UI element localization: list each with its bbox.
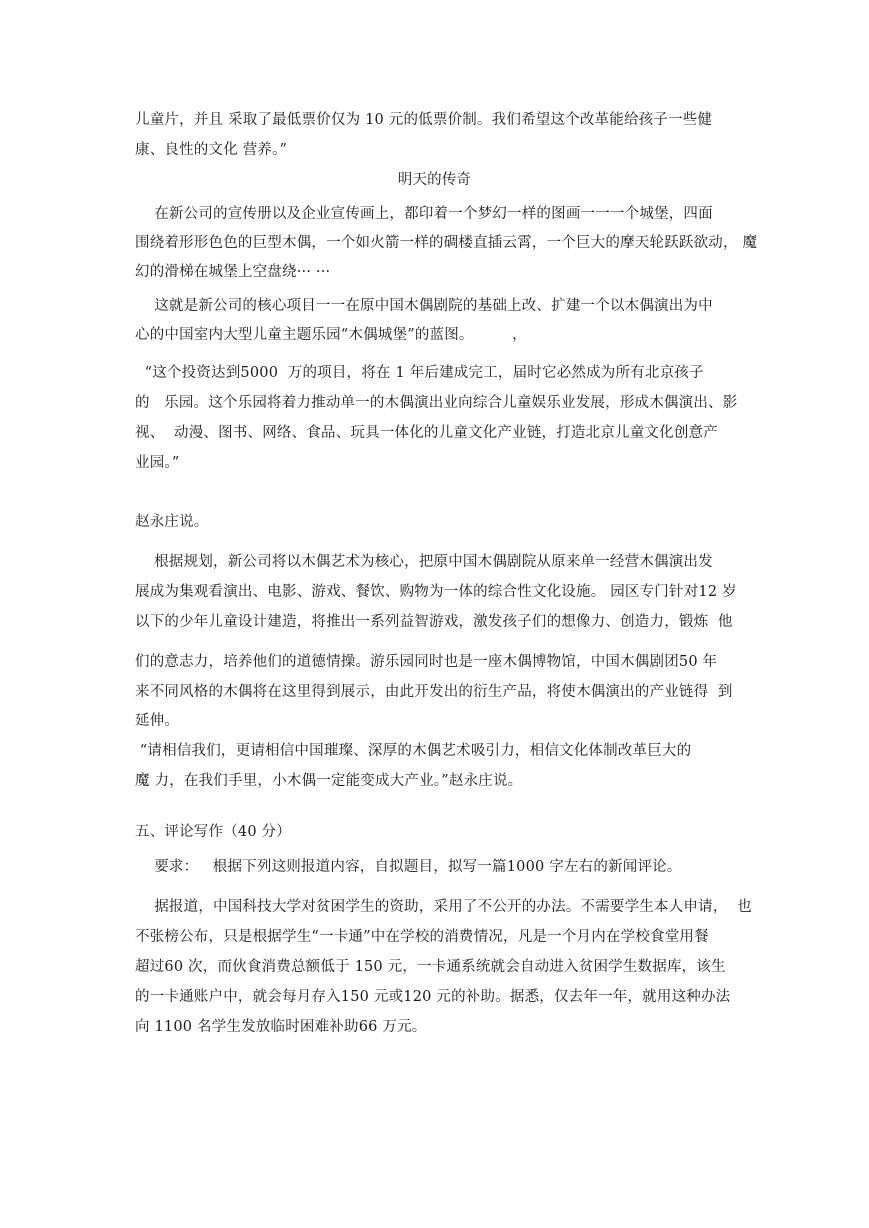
text-line: 围绕着形形色色的巨型木偶，一个如火箭一样的碉楼直插云霄，一个巨大的摩天轮跃跃欲动， 魔: [135, 235, 758, 251]
text-line: 来不同风格的木偶将在这里得到展示，由此开发出的衍生产品，将使木偶演出的产业链得 到: [135, 684, 733, 700]
text-line: 们的意志力，培养他们的道德情操。游乐园同时也是一座木偶博物馆，中国木偶剧团50 年: [135, 654, 718, 670]
text-line: “这个投资达到5000 万的项目，将在 1 年后建成完工，届时它必然成为所有北京孩子: [135, 365, 704, 381]
text-line: 魔 力，在我们手里，小木偶一定能变成大产业。”赵永庄说。: [135, 773, 523, 789]
text-line: 在新公司的宣传册以及企业宣传画上，都印着一个梦幻一样的图画一一一个城堡，四面: [135, 206, 713, 222]
text-line: 要求： 根据下列这则报道内容，自拟题目，拟写一篇1000 字左右的新闻评论。: [135, 859, 682, 875]
text-line: 以下的少年儿童设计建造，将推出一系列益智游戏，激发孩子们的想像力、创造力，锻炼 他: [135, 614, 733, 630]
text-line: 延伸。: [135, 713, 180, 729]
text-line: 业园。”: [135, 455, 180, 471]
text-line: 这就是新公司的核心项目一一在原中国木偶剧院的基础上改、扩建一个以木偶演出为中: [135, 298, 713, 314]
text-line: 展成为集观看演出、电影、游戏、餐饮、购物为一体的综合性文化设施。 园区专门针对12 岁: [135, 584, 737, 600]
text-line: 的一卡通账户中，就会每月存入150 元或120 元的补助。据悉，仅去年一年，就用这种办法: [135, 989, 731, 1005]
text-line: 幻的滑梯在城堡上空盘绕··· ···: [135, 264, 331, 280]
text-line: “请相信我们，更请相信中国璀璨、深厚的木偶艺术吸引力，相信文化体制改革巨大的: [135, 743, 692, 759]
text-line: 视、 动漫、图书、网络、食品、玩具一体化的儿童文化产业链，打造北京儿童文化创意产: [135, 425, 718, 441]
text-line: 不张榜公布，只是根据学生“一卡通”中在学校的消费情况，凡是一个月内在学校食堂用餐: [135, 929, 709, 945]
text-line: 赵永庄说。: [135, 514, 209, 530]
text-line: 据报道，中国科技大学对贫困学生的资助，采用了不公开的办法。不需要学生本人申请， 也: [135, 899, 752, 915]
section-heading: 明天的传奇: [397, 172, 472, 188]
text-line: 康、良性的文化 营养。”: [135, 142, 288, 158]
section-heading: 五、评论写作（40 分）: [135, 824, 291, 840]
text-line: 儿童片，并且 采取了最低票价仅为 10 元的低票价制。我们希望这个改革能给孩子一些健: [135, 112, 713, 128]
text-line: 根据规划，新公司将以木偶艺术为核心，把原中国木偶剧院从原来单一经营木偶演出发: [135, 554, 713, 570]
text-line: 的 乐园。这个乐园将着力推动单一的木偶演出业向综合儿童娱乐业发展，形成木偶演出、影: [135, 395, 738, 411]
text-line: 超过60 次，而伙食消费总额低于 150 元，一卡通系统就会自动进入贫困学生数据库，该生: [135, 959, 726, 975]
text-line: 心的中国室内大型儿童主题乐园“木偶城堡”的蓝图。 ，: [135, 327, 527, 343]
text-line: 向 1100 名学生发放临时困难补助66 万元。: [135, 1019, 427, 1035]
